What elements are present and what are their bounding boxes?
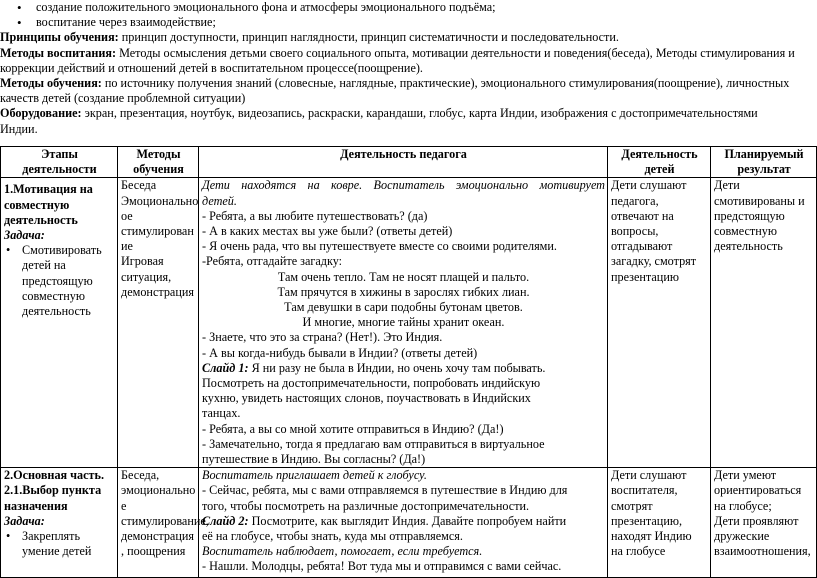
method-item: демонстрация bbox=[121, 284, 194, 299]
methods-cell-main bbox=[118, 468, 209, 578]
header-methods-line-2: обучения bbox=[133, 162, 184, 177]
teacher-line: -Ребята, отгадайте загадку: bbox=[202, 254, 343, 269]
children-line: педагога, bbox=[611, 193, 659, 208]
table-row bbox=[1, 468, 817, 578]
principles-line bbox=[0, 30, 816, 45]
method-item: ситуация, bbox=[121, 269, 172, 284]
children-line: воспитателя, bbox=[611, 483, 678, 498]
children-line: презентацию bbox=[611, 269, 679, 284]
stage-title-line: 2.Основная часть. bbox=[4, 468, 105, 483]
result-line: взаимоотношения, bbox=[714, 544, 811, 559]
method-item: демонстрация bbox=[121, 529, 194, 544]
result-cell-main bbox=[711, 468, 817, 578]
teacher-note: детей. bbox=[202, 193, 237, 208]
teacher-line: её на глобусе, чтобы знать, куда мы отправляемся. bbox=[202, 529, 463, 544]
principles-label: Принципы обучения: bbox=[0, 30, 119, 45]
goal-bullet-1: • создание положительного эмоционального фона и атмосферы эмоционального подъёма; bbox=[0, 0, 816, 15]
result-line: ориентироваться bbox=[714, 483, 802, 498]
method-item: стимулирование, bbox=[121, 513, 209, 528]
children-line: смотрят bbox=[611, 498, 653, 513]
teacher-line: - Знаете, что это за страна? (Нет!). Это Индия. bbox=[202, 330, 443, 345]
riddle-line: Там прячутся в хижины в зарослях гибких лиан. bbox=[277, 284, 530, 299]
teacher-line: - Ребята, а вы со мной хотите отправиться в Индию? (Да!) bbox=[202, 421, 504, 436]
lesson-intro bbox=[0, 0, 816, 137]
principles-text: принцип доступности, принцип наглядности, принцип систематичности и последовательности. bbox=[118, 30, 619, 45]
teaching-methods-line bbox=[0, 76, 816, 91]
teacher-line: того, чтобы посмотреть на различные достопримечательности. bbox=[202, 498, 530, 513]
teacher-note: Воспитатель наблюдает, помогает, если требуется. bbox=[202, 544, 483, 559]
upbringing-methods-label: Методы воспитания: bbox=[0, 45, 117, 60]
teacher-line: кухню, увидеть настоящих слонов, поучаствовать в Индийских bbox=[202, 391, 531, 406]
header-stage-text: Этапы деятельности bbox=[22, 147, 97, 177]
teacher-line: - Сейчас, ребята, мы с вами отправляемся в путешествие в Индию для bbox=[202, 483, 568, 498]
header-teacher-text: Деятельность педагога bbox=[340, 147, 467, 161]
teacher-line: - Замечательно, тогда я предлагаю вам отправиться в виртуальное bbox=[202, 436, 545, 451]
methods-cell-motivation bbox=[118, 178, 199, 468]
teacher-cell-main bbox=[199, 468, 608, 578]
header-stage bbox=[1, 147, 118, 178]
children-cell-motivation bbox=[608, 178, 711, 468]
slide-label: Слайд 2: bbox=[202, 513, 249, 528]
teacher-line: - Нашли. Молодцы, ребята! Вот туда мы и отправимся с вами сейчас. bbox=[202, 559, 562, 574]
method-item: Беседа, bbox=[121, 468, 160, 483]
equipment-line-2: Индии. bbox=[0, 121, 38, 136]
stage-cell-main bbox=[1, 468, 118, 578]
teaching-methods-line-2: качеств детей (создание проблемной ситуации) bbox=[0, 91, 246, 106]
teacher-line: - А в каких местах вы уже были? (ответы детей) bbox=[202, 224, 453, 238]
task-item: • Смотивировать детей на предстоящую совместную деятельность bbox=[4, 243, 115, 319]
lesson-plan-table bbox=[0, 146, 817, 578]
task-item: • Закреплять умение детей bbox=[4, 529, 115, 559]
table-row bbox=[1, 178, 817, 468]
method-item: стимулирован bbox=[121, 224, 194, 239]
result-line: дружеские bbox=[714, 529, 770, 544]
teacher-line: путешествие в Индию. Вы согласны? (Да!) bbox=[202, 452, 426, 467]
children-cell-main bbox=[608, 468, 711, 578]
header-children-line-1: Деятельность bbox=[621, 147, 698, 161]
header-methods-line-1: Методы bbox=[136, 147, 181, 161]
header-result-line-2: результат bbox=[737, 162, 791, 177]
equipment-text: экран, презентация, ноутбук, видеозапись, раскраски, карандаши, глобус, карта Индии, изображения с достопримечательностями bbox=[81, 106, 758, 121]
goal-bullet-2: • воспитание через взаимодействие; bbox=[0, 15, 816, 30]
result-line: совместную bbox=[714, 224, 777, 239]
method-item: Эмоционально bbox=[121, 193, 199, 208]
children-line: Дети слушают bbox=[611, 468, 687, 483]
slide-line bbox=[202, 514, 605, 529]
task-label: Задача: bbox=[4, 228, 45, 243]
teacher-note: Дети находятся на ковре. Воспитатель эмоционально мотивирует bbox=[202, 178, 605, 193]
result-line: Дети проявляют bbox=[714, 513, 799, 528]
slide-label: Слайд 1: bbox=[202, 360, 249, 375]
stage-title-line: совместную bbox=[4, 197, 70, 212]
children-line: находят Индию bbox=[611, 529, 692, 544]
stage-title-line: назначения bbox=[4, 498, 68, 513]
result-line: на глобусе; bbox=[714, 498, 772, 513]
method-item: Беседа bbox=[121, 178, 157, 193]
equipment-label: Оборудование: bbox=[0, 106, 82, 121]
riddle-line: Там очень тепло. Там не носят плащей и пальто. bbox=[277, 269, 530, 284]
upbringing-methods-text: Методы осмысления детьми своего социального опыта, мотивации деятельности и поведения(беседа), Методы стимулирования и bbox=[116, 45, 795, 60]
children-line: на глобусе bbox=[611, 544, 666, 559]
children-line: отгадывают bbox=[611, 239, 673, 254]
children-line: Дети слушают bbox=[611, 178, 687, 193]
method-item: ие bbox=[121, 239, 133, 254]
header-children-line-2: детей bbox=[644, 162, 675, 177]
header-methods bbox=[118, 147, 199, 178]
header-result-line-1: Планируемый bbox=[724, 147, 804, 161]
slide-text: Посмотрите, как выглядит Индия. Давайте попробуем найти bbox=[248, 513, 567, 528]
header-result bbox=[711, 147, 817, 178]
children-line: отвечают на bbox=[611, 208, 674, 223]
method-item: ое bbox=[121, 208, 133, 223]
teacher-cell-motivation bbox=[199, 178, 608, 468]
teacher-note: Воспитатель приглашает детей к глобусу. bbox=[202, 468, 427, 483]
riddle-line: И многие, многие тайны хранит океан. bbox=[302, 315, 505, 330]
slide-line bbox=[202, 361, 605, 376]
method-item: эмоционально bbox=[121, 483, 196, 498]
result-line: Дети bbox=[714, 178, 740, 193]
result-line: смотивированы и bbox=[714, 193, 805, 208]
teacher-line: - Я очень рада, что вы путешествуете вместе со своими родителями. bbox=[202, 239, 557, 254]
task-label: Задача: bbox=[4, 513, 45, 528]
header-teacher bbox=[199, 147, 608, 178]
upbringing-methods-line-2: коррекции действий и отношений детей в воспитательном процессе(поощрение). bbox=[0, 60, 423, 75]
equipment-line bbox=[0, 106, 816, 121]
teaching-methods-label: Методы обучения: bbox=[0, 76, 102, 91]
result-line: предстоящую bbox=[714, 208, 785, 223]
teacher-line: танцах. bbox=[202, 406, 241, 421]
teacher-line: - Ребята, а вы любите путешествовать? (да) bbox=[202, 208, 428, 223]
table-header-row bbox=[1, 147, 817, 178]
slide-text: Я ни разу не была в Индии, но очень хочу там побывать. bbox=[248, 360, 546, 375]
children-line: загадку, смотрят bbox=[611, 254, 697, 269]
teacher-line: - А вы когда-нибудь бывали в Индии? (ответы детей) bbox=[202, 345, 478, 360]
upbringing-methods-line bbox=[0, 46, 816, 61]
teaching-methods-text: по источнику получения знаний (словесные, наглядные, практические), эмоционального стимулирования(поощрение), личностных bbox=[101, 76, 790, 91]
stage-title-line: деятельность bbox=[4, 212, 78, 227]
method-item: , поощрения bbox=[121, 544, 186, 559]
stage-cell-motivation bbox=[1, 178, 118, 468]
method-item: Игровая bbox=[121, 254, 164, 269]
result-line: Дети умеют bbox=[714, 468, 777, 483]
stage-title-line: 1.Мотивация на bbox=[4, 182, 93, 197]
method-item: е bbox=[121, 498, 127, 513]
stage-title-line: 2.1.Выбор пункта bbox=[4, 483, 102, 498]
children-line: вопросы, bbox=[611, 224, 659, 239]
result-line: деятельность bbox=[714, 239, 783, 254]
result-cell-motivation bbox=[711, 178, 817, 468]
riddle-line: Там девушки в сари подобны бутонам цветов. bbox=[284, 300, 523, 315]
header-children bbox=[608, 147, 711, 178]
children-line: презентацию, bbox=[611, 513, 683, 528]
teacher-line: Посмотреть на достопримечательности, попробовать индийскую bbox=[202, 376, 541, 391]
